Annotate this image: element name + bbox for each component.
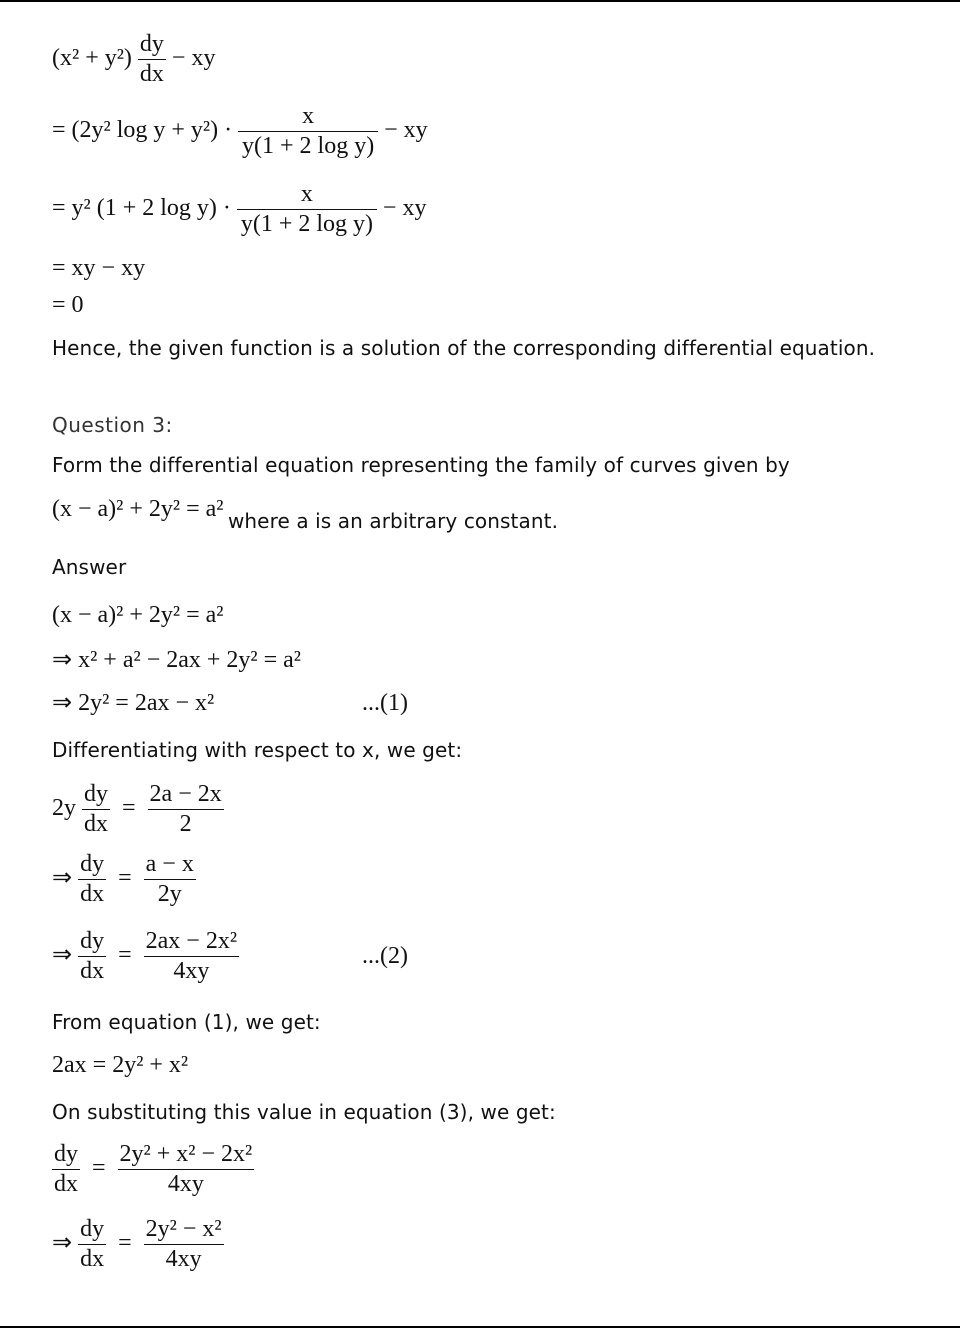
differentiating-text: Differentiating with respect to x, we get: xyxy=(52,738,463,762)
frac-den: y(1 + 2 log y) xyxy=(242,132,375,159)
frac-den: dx xyxy=(84,810,108,837)
frac-num: dy xyxy=(78,850,106,880)
s2-left-fraction xyxy=(78,1215,106,1274)
eq3-fraction xyxy=(237,180,377,239)
conclusion-text: Hence, the given function is a solution of the corresponding differential equation. xyxy=(52,336,876,360)
substitution-equation: 2ax = 2y² + x² xyxy=(52,1052,189,1078)
question-equation-line xyxy=(52,496,559,533)
equals-sign: = xyxy=(118,941,132,968)
equation-line-1 xyxy=(52,30,215,89)
d1-right-fraction xyxy=(148,780,224,839)
eq3-lhs: = y² (1 + 2 log y) · xyxy=(52,194,231,221)
eq1-lhs: (x² + y²) xyxy=(52,44,132,71)
frac-den: dx xyxy=(54,1170,78,1197)
top-rule xyxy=(0,0,960,2)
s1-right-fraction xyxy=(118,1140,255,1199)
bottom-rule xyxy=(0,1326,960,1328)
implies-sign: ⇒ xyxy=(52,864,73,891)
equation-line-2 xyxy=(52,102,428,161)
implies-sign: ⇒ xyxy=(52,1229,73,1256)
d2-right-fraction xyxy=(144,850,196,909)
frac-den: 2y xyxy=(157,880,182,907)
question-label: Question 3: xyxy=(52,413,173,437)
s1-left-fraction xyxy=(52,1140,80,1199)
frac-num: a − x xyxy=(144,850,196,880)
derivative-line-2 xyxy=(52,850,196,909)
frac-num: 2ax − 2x² xyxy=(144,927,239,957)
equals-sign: = xyxy=(92,1154,106,1181)
question-where: where a is an arbitrary constant. xyxy=(227,509,559,533)
frac-den: dx xyxy=(80,957,105,984)
d3-left-fraction xyxy=(78,927,106,986)
eq-tag-1: ...(1) xyxy=(362,690,408,716)
frac-den: 4xy xyxy=(167,1170,204,1197)
equals-sign: = xyxy=(118,1229,132,1256)
frac-den: y(1 + 2 log y) xyxy=(240,210,374,237)
frac-num: dy xyxy=(78,1215,106,1245)
implies-sign: ⇒ xyxy=(52,941,73,968)
eq1-tail: − xy xyxy=(171,44,216,71)
result-line-1 xyxy=(52,1140,254,1199)
eq3-tail: − xy xyxy=(382,194,427,221)
dy-dx-fraction xyxy=(138,30,166,89)
answer-heading: Answer xyxy=(52,555,127,579)
result-line-2 xyxy=(52,1215,224,1274)
frac-num: dy xyxy=(78,927,106,957)
eq2-tail: − xy xyxy=(384,116,428,143)
eq-tag-2: ...(2) xyxy=(362,943,408,969)
frac-num: x xyxy=(238,102,378,132)
d3-right-fraction xyxy=(144,927,239,986)
frac-num: 2y² − x² xyxy=(144,1215,224,1245)
frac-num: dy xyxy=(82,780,110,810)
frac-den: 4xy xyxy=(173,957,210,984)
d1-left-fraction xyxy=(82,780,110,839)
equation-line-4: = xy − xy xyxy=(52,255,146,281)
derivative-line-1 xyxy=(52,780,224,839)
frac-den: 2 xyxy=(179,810,192,837)
d1-prefix: 2y xyxy=(52,794,76,821)
s2-right-fraction xyxy=(144,1215,224,1274)
frac-num: dy xyxy=(138,30,166,60)
eq2-lhs: = (2y² log y + y²) · xyxy=(52,116,233,143)
question-equation: (x − a)² + 2y² = a² xyxy=(52,496,224,522)
equation-line-5: = 0 xyxy=(52,292,84,318)
frac-den: 4xy xyxy=(165,1245,202,1272)
substituting-text: On substituting this value in equation (3), we get: xyxy=(52,1100,556,1124)
question-text: Form the differential equation representing the family of curves given by xyxy=(52,453,790,477)
equals-sign: = xyxy=(122,794,136,821)
frac-den: dx xyxy=(80,1245,105,1272)
derivative-line-3 xyxy=(52,927,239,986)
frac-den: dx xyxy=(139,60,164,87)
d2-left-fraction xyxy=(78,850,106,909)
frac-num: dy xyxy=(52,1140,80,1170)
answer-eq-1: (x − a)² + 2y² = a² xyxy=(52,602,224,628)
frac-num: 2y² + x² − 2x² xyxy=(118,1140,255,1170)
from-equation-text: From equation (1), we get: xyxy=(52,1010,321,1034)
answer-eq-2: ⇒ x² + a² − 2ax + 2y² = a² xyxy=(52,647,301,673)
equals-sign: = xyxy=(118,864,132,891)
frac-num: 2a − 2x xyxy=(148,780,224,810)
eq2-fraction xyxy=(238,102,378,161)
answer-eq-3: ⇒ 2y² = 2ax − x² xyxy=(52,690,215,716)
equation-line-3 xyxy=(52,180,426,239)
frac-num: x xyxy=(237,180,377,210)
frac-den: dx xyxy=(80,880,105,907)
